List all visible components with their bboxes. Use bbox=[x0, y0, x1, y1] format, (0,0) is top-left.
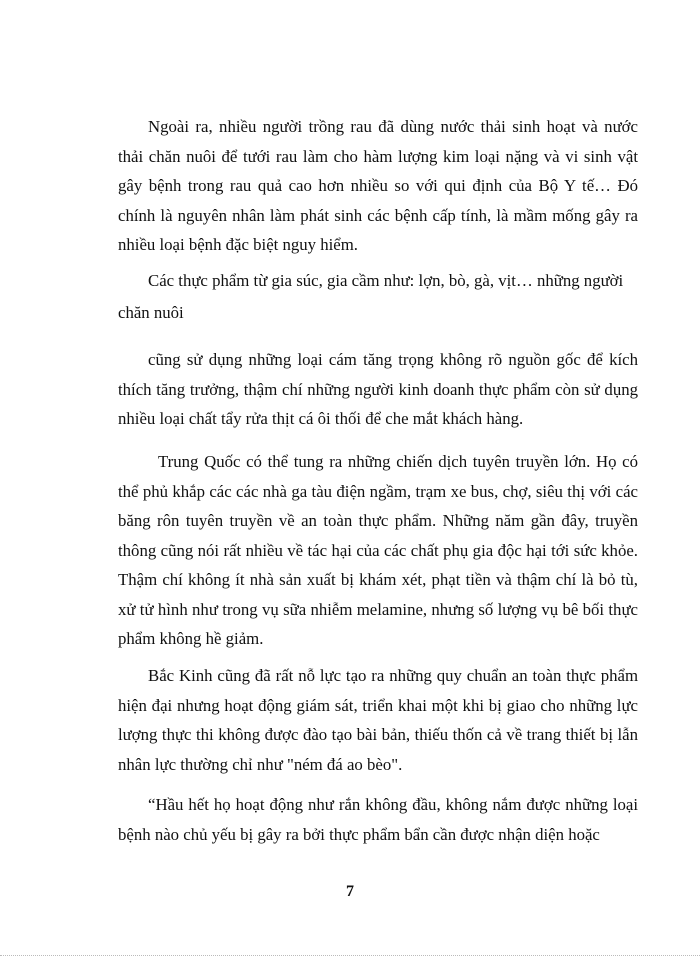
paragraph-livestock-intro: Các thực phẩm từ gia súc, gia cầm như: lợn, bò, gà, vịt… những người bbox=[148, 271, 624, 290]
paragraph-livestock-continued: chăn nuôi bbox=[118, 303, 184, 322]
paragraph-wastewater: Ngoài ra, nhiều người trồng rau đã dùng nước thải sinh hoạt và nước thải chăn nuôi để tưới rau làm cho hàm lượng kim loại nặng và vi sinh vật gây bệnh trong rau quả cao hơn nhiều so với qui định của Bộ Y tế… Đó chính là nguyên nhân làm phát sinh các bệnh cấp tính, là mầm mống gây ra nhiều loại bệnh đặc biệt nguy hiểm. bbox=[118, 117, 638, 254]
page-number: 7 bbox=[346, 883, 354, 900]
paragraph-beijing-standards: Bắc Kinh cũng đã rất nỗ lực tạo ra những quy chuẩn an toàn thực phẩm hiện đại nhưng hoạt động giám sát, triển khai một khi bị giao cho những lực lượng thực thi không được đào tạo bài bản, thiếu thốn cả về trang thiết bị lẫn nhân lực thường chỉ như "ném đá ao bèo". bbox=[118, 666, 638, 774]
page-bottom-divider bbox=[0, 955, 700, 956]
paragraph-quote: “Hầu hết họ hoạt động như rắn không đầu, không nắm được những loại bệnh nào chủ yếu bị gây ra bởi thực phẩm bẩn cần được nhận diện hoặc bbox=[118, 795, 638, 844]
paragraph-feed-additives: cũng sử dụng những loại cám tăng trọng không rõ nguồn gốc để kích thích tăng trưởng, thậm chí những người kinh doanh thực phẩm còn sử dụng nhiều loại chất tẩy rửa thịt cá ôi thối để che mắt khách hàng. bbox=[118, 350, 638, 428]
paragraph-china-campaigns: Trung Quốc có thể tung ra những chiến dịch tuyên truyền lớn. Họ có thể phủ khắp các các nhà ga tàu điện ngầm, trạm xe bus, chợ, siêu thị với các băng rôn tuyên truyền về an toàn thực phẩm. Những năm gần đây, truyền thông cũng nói rất nhiều về tác hại của các chất phụ gia độc hại tới sức khỏe. Thậm chí không ít nhà sản xuất bị khám xét, phạt tiền và thậm chí là bỏ tù, xử tử hình như trong vụ sữa nhiễm melamine, nhưng số lượng vụ bê bối thực phẩm không hề giảm. bbox=[118, 452, 638, 648]
